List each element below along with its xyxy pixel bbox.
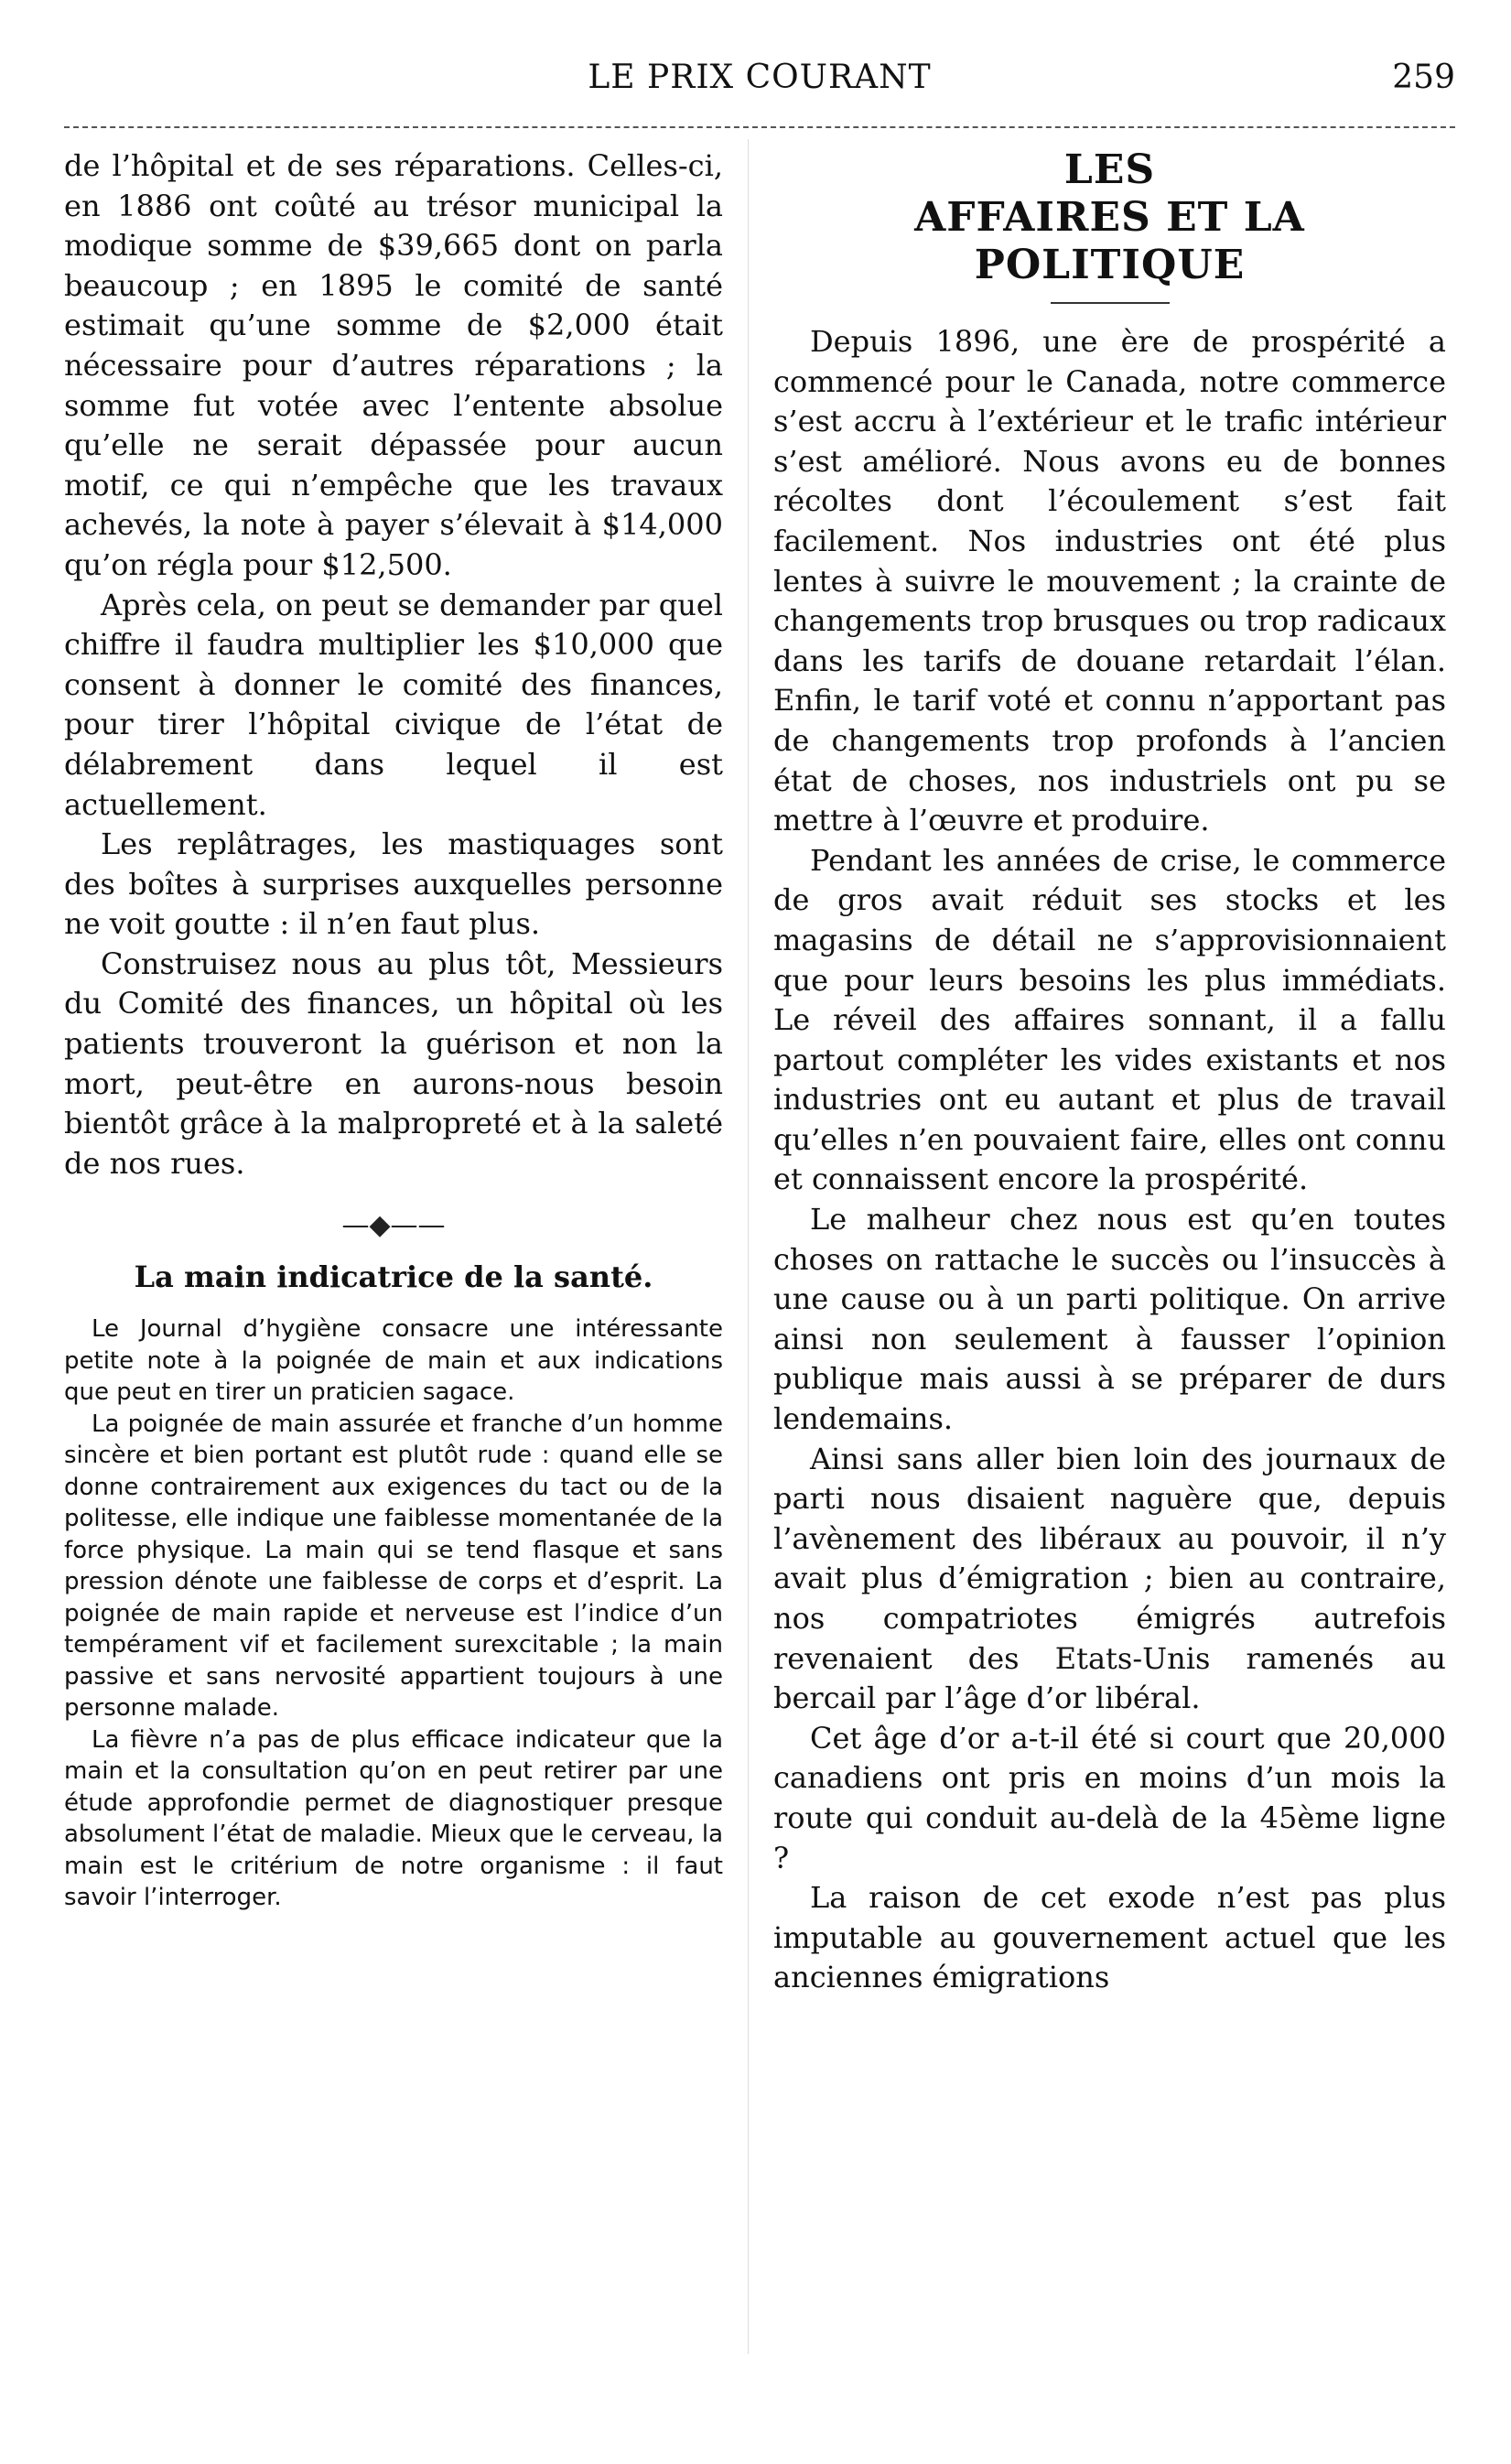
health-hand-text — [64, 1313, 723, 1914]
paragraph: La fièvre n’a pas de plus efficace indicateur que la main et la consultation qu’on en peut retirer par une étude approfondie permet de diagnostiquer presque absolument l’état de maladie. Mieux que le cerveau, la main est le critérium de notre organisme : il faut savoir l’interroger. — [64, 1725, 723, 1912]
paragraph: La raison de cet exode n’est pas plus imputable au gouvernement actuel que les anciennes émigrations — [773, 1880, 1446, 1995]
left-column — [64, 146, 723, 1914]
paragraph: Pendant les années de crise, le commerce de gros avait réduit ses stocks et les magasins de détail ne s’approvisionnaient que pour leurs besoins les plus immédiats. Le réveil des affaires sonnant, il a fallu partout compléter les vides existants et nos industries ont eu autant et plus de travail qu’elles n’en pouvaient faire, elles ont connu et connaissent encore la prospérité. — [773, 842, 1446, 1197]
page-header — [64, 59, 1455, 117]
column-divider — [748, 139, 749, 2354]
health-hand-heading: La main indicatrice de la santé. — [134, 1259, 653, 1295]
paragraph: Après cela, on peut se demander par quel chiffre il faudra multiplier les $10,000 que consent à donner le comité des finances, pour tirer l’hôpital civique de l’état de délabrement dans lequel il est actuellement. — [64, 587, 723, 822]
business-politics-text — [773, 322, 1446, 1998]
paragraph: Depuis 1896, une ère de prospérité a commencé pour le Canada, notre commerce s’est accru à l’extérieur et le trafic intérieur s’est amélioré. Nous avons eu de bonnes récoltes dont l’écoulement s’est fait facilement. Nos industries ont été plus lentes à suivre le mouvement ; la crainte de changements trop brusques ou trop radicaux dans les tarifs de douane retardait l’élan. Enfin, le tarif voté et connu n’apportant pas de changements trop profonds à l’ancien état de choses, nos industriels ont pu se mettre à l’œuvre et produire. — [773, 324, 1446, 838]
paragraph: Le malheur chez nous est qu’en toutes choses on rattache le succès ou l’insuccès à une cause ou à un parti politique. On arrive ainsi non seulement à fausser l’opinion publique mais aussi à se préparer de durs lendemains. — [773, 1202, 1446, 1437]
article-title-line2: AFFAIRES ET LA POLITIQUE — [914, 194, 1305, 288]
right-column — [773, 146, 1446, 1998]
paragraph: de l’hôpital et de ses réparations. Celles-ci, en 1886 ont coûté au trésor municipal la modique somme de $39,665 dont on parla beaucoup ; en 1895 le comité de santé estimait qu’une somme de $2,000 était nécessaire pour d’autres réparations ; la somme fut votée avec l’entente absolue qu’elle ne serait dépassée pour aucun motif, ce qui n’empêche que les travaux achevés, la note à payer s’élevait à $14,000 qu’on régla pour $12,500. — [64, 148, 723, 582]
paragraph: La poignée de main assurée et franche d’un homme sincère et bien portant est plutôt rude : quand elle se donne contrairement aux exigences du tact ou de la politesse, elle indique une faiblesse momentanée de la force physique. La main qui se tend flasque et sans pression dénote une faiblesse de corps et d’esprit. La poignée de main rapide et nerveuse est l’indice d’un tempérament vif et facilement surexcitable ; la main passive et sans nervosité appartient toujours à une personne malade. — [64, 1410, 723, 1723]
paragraph: Construisez nous au plus tôt, Messieurs du Comité des finances, un hôpital où les patients trouveront la guérison et non la mort, peut-être en aurons-nous besoin bientôt grâce à la malpropreté et à la saleté de nos rues. — [64, 946, 723, 1181]
journal-title: LE PRIX COURANT — [588, 59, 932, 96]
section-ornament: —◆—— — [341, 1209, 446, 1242]
paragraph: Ainsi sans aller bien loin des journaux de parti nous disaient naguère que, depuis l’avènement des libéraux au pouvoir, il n’y avait plus d’émigration ; bien au contraire, nos compatriotes émigrés autrefois revenaient des Etats-Unis ramenés au bercail par l’âge d’or libéral. — [773, 1441, 1446, 1716]
paragraph: Cet âge d’or a-t-il été si court que 20,000 canadiens ont pris en moins d’un mois la route qui conduit au-delà de la 45ème ligne ? — [773, 1720, 1446, 1875]
page-number: 259 — [1392, 59, 1455, 96]
title-rule — [1051, 302, 1170, 304]
paragraph: Le Journal d’hygiène consacre une intéressante petite note à la poignée de main et aux indications que peut en tirer un praticien sagace. — [64, 1315, 723, 1407]
paragraph: Les replâtrages, les mastiquages sont des boîtes à surprises auxquelles personne ne voit goutte : il n’en faut plus. — [64, 827, 723, 942]
header-rule — [64, 126, 1455, 128]
hospital-article-text — [64, 146, 723, 1183]
article-title-line1: LES — [1063, 146, 1156, 193]
